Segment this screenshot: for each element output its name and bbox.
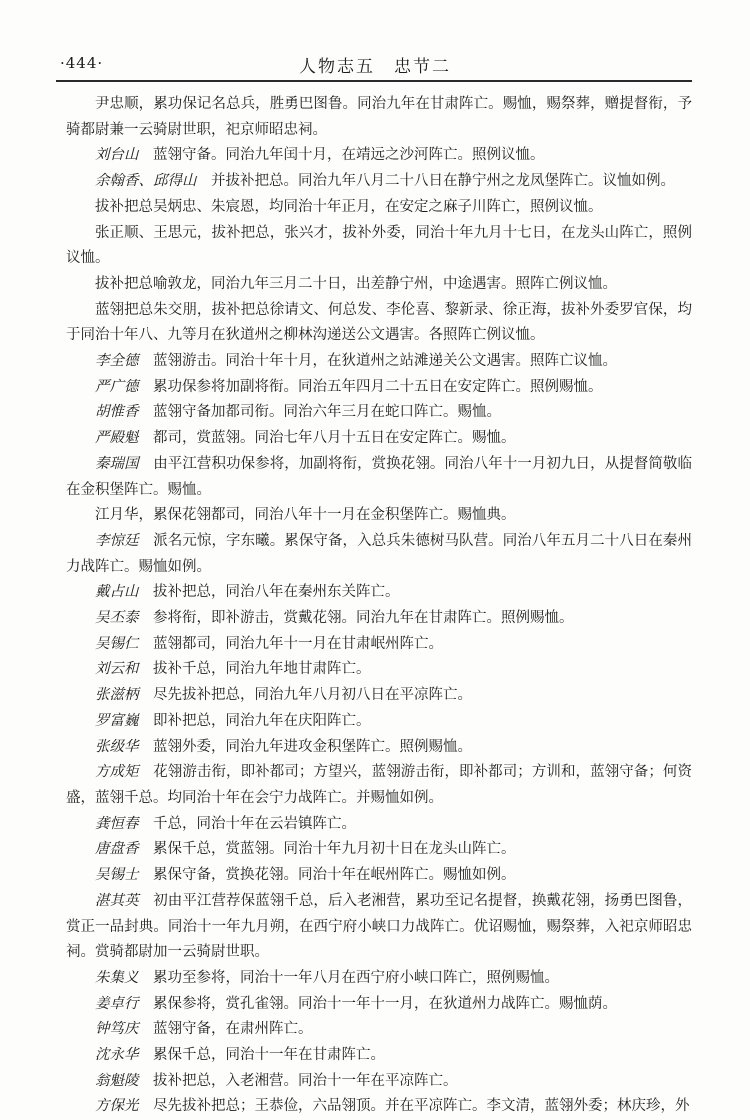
entry-name: 朱集义	[95, 969, 139, 986]
entry-text: 参将衔，即补游击，赏戴花翎。同治九年在甘肃阵亡。照例赐恤。	[138, 610, 574, 627]
entry	[66, 298, 692, 349]
entry-name: 唐盘香	[95, 841, 139, 858]
entry-text: 派名元惊，字东曦。累保守备，入总兵朱德树马队营。同治八年五月二十八日在秦州力战阵亡。赐恤如例。	[66, 532, 692, 575]
entry	[66, 195, 692, 221]
entry	[66, 375, 692, 401]
entry	[66, 735, 692, 761]
entry-name: 李惊廷	[95, 532, 139, 549]
entry-text: 累功至参将，同治十一年八月在西宁府小峡口阵亡，照例赐恤。	[138, 969, 559, 986]
entry-name: 吴锡仁	[95, 635, 139, 652]
entry-text: 蓝翎都司，同治九年十一月在甘肃岷州阵亡。	[138, 635, 443, 652]
entry-name: 湛其英	[95, 892, 139, 909]
entry-name: 秦瑞国	[95, 455, 139, 472]
entry-name: 罗富巍	[95, 712, 139, 729]
entry-name: 严殿魁	[95, 430, 139, 447]
running-title: 人物志五 忠节二	[299, 57, 451, 77]
entry	[66, 452, 692, 503]
entry-text: 蓝翎把总朱交朋，拔补把总徐请文、何总发、李伦喜、黎新录、徐正海，拔补外委罗官保，均于同治十年八、九等月在狄道州之柳林沟递送公文遇害。各照阵亡例议恤。	[66, 301, 692, 344]
entry-text: 都司，赏蓝翎。同治七年八月十五日在安定阵亡。赐恤。	[138, 430, 516, 447]
entry-text: 即补把总，同治九年在庆阳阵亡。	[138, 712, 371, 729]
entry-text: 花翎游击衔，即补都司；方望兴，蓝翎游击衔，即补都司；方训和，蓝翎守备；何资盛，蓝翎千总。均同治十年在会宁力战阵亡。并赐恤如例。	[66, 764, 692, 806]
entry-text: 尽先拔补把总，同治九年八月初八日在平凉阵亡。	[138, 687, 472, 704]
entry-text: 蓝翎游击。同治十年十月，在狄道州之站滩递关公文遇害。照阵亡议恤。	[138, 353, 617, 370]
entry-name: 戴占山	[95, 584, 139, 601]
header-rule	[56, 80, 692, 82]
entry	[66, 272, 692, 298]
entry-name: 李全德	[95, 353, 139, 370]
entry	[66, 1094, 692, 1120]
entry-text: 张正顺、王思元，拔补把总，张兴才，拔补外委，同治十年九月十七日，在龙头山阵亡，照例议恤。	[66, 224, 692, 267]
entry-name: 吴锡士	[95, 867, 139, 884]
entry-name: 胡惟香	[95, 404, 139, 421]
entry-name: 刘云和	[95, 661, 139, 678]
entry	[66, 966, 692, 992]
entry-name: 张滋柄	[95, 687, 139, 704]
entry-name: 龚恒春	[95, 815, 139, 832]
entry-text: 蓝翎守备。同治九年闰十月，在靖远之沙河阵亡。照例议恤。	[138, 147, 545, 164]
entry	[66, 760, 692, 811]
entry-text: 蓝翎外委，同治九年进攻金积堡阵亡。照例赐恤。	[138, 738, 472, 755]
entry	[66, 632, 692, 658]
entry-text: 拔补千总，同治九年地甘肃阵亡。	[138, 661, 371, 678]
entry-text: 拔补把总喻敦龙，同治九年三月二十日，出差静宁州，中途遇害。照阵亡例议恤。	[95, 275, 617, 292]
entry-text: 累保参将，赏孔雀翎。同治十一年十一月，在狄道州力战阵亡。赐恤荫。	[138, 995, 617, 1012]
entry	[66, 992, 692, 1018]
entry-text: 江月华，累保花翎都司，同治八年十一月在金积堡阵亡。赐恤典。	[95, 507, 516, 524]
entry-name: 余翰香、邱得山	[95, 173, 197, 190]
entry	[66, 169, 692, 195]
entry-name: 张级华	[95, 738, 139, 755]
entry-text: 拔补把总，入老湘营。同治十一年在平凉阵亡。	[138, 1072, 458, 1089]
entry	[66, 221, 692, 272]
entry-name: 吴丕泰	[95, 610, 139, 627]
entry-text: 并拔补把总。同治九年八月二十八日在静宁州之龙凤堡阵亡。议恤如例。	[196, 173, 675, 190]
entry	[66, 400, 692, 426]
entry-text: 拔补把总吴炳忠、朱宸恩，均同治十年正月，在安定之麻子川阵亡，照例议恤。	[95, 198, 603, 215]
entry-text: 由平江营积功保参将，加副将衔，赏换花翎。同治八年十一月初九日，从提督简敬临在金积堡阵亡。赐恤。	[66, 455, 692, 498]
entry	[66, 426, 692, 452]
entry-text: 累保守备，赏换花翎。同治十年在岷州阵亡。赐恤如例。	[138, 867, 516, 884]
entry	[66, 92, 692, 143]
entry-name: 方成矩	[95, 764, 139, 781]
entry	[66, 889, 692, 966]
entry-name: 严广德	[95, 378, 139, 395]
entry	[66, 606, 692, 632]
entry-text: 蓝翎守备加都司衔。同治六年三月在蛇口阵亡。赐恤。	[138, 404, 501, 421]
entry	[66, 143, 692, 169]
entry	[66, 657, 692, 683]
entry-text: 拔补把总，同治八年在秦州东关阵亡。	[138, 584, 400, 601]
entry	[66, 812, 692, 838]
entry-text: 尹忠顺，累功保记名总兵，胜勇巴图鲁。同治九年在甘肃阵亡。赐恤，赐祭葬，赠提督衔，予骑都尉兼一云骑尉世职，祀京师昭忠祠。	[66, 96, 692, 138]
entry	[66, 349, 692, 375]
page-number: ·444·	[60, 54, 104, 72]
entry	[66, 503, 692, 529]
entry-text: 千总，同治十年在云岩镇阵亡。	[138, 815, 356, 832]
entry	[66, 709, 692, 735]
entry-name: 钟笃庆	[95, 1021, 139, 1038]
entry-text: 尽先拔补把总；王恭俭，六品翎顶。并在平凉阵亡。李文清，蓝翎外委；林庆珍，外	[138, 1098, 690, 1115]
entry-name: 姜卓行	[95, 995, 139, 1012]
entry	[66, 1017, 692, 1043]
entry-name: 沈永华	[95, 1047, 139, 1064]
entry-name: 方保光	[95, 1098, 139, 1115]
entry-text: 蓝翎守备，在肃州阵亡。	[138, 1021, 313, 1038]
entry	[66, 529, 692, 580]
entry	[66, 1043, 692, 1069]
page-header	[0, 44, 750, 84]
entry-text: 初由平江营荐保蓝翎千总，后入老湘营，累功至记名提督，换戴花翎，扬勇巴图鲁，赏正一品封典。同治十一年九月朔，在西宁府小峡口力战阵亡。优诏赐恤，赐祭葬，入祀京师昭忠祠。赏骑都尉加一云骑尉世职。	[66, 892, 692, 961]
entry-text: 累保千总，同治十一年在甘肃阵亡。	[138, 1047, 385, 1064]
entry	[66, 1069, 692, 1095]
body-text	[66, 92, 692, 1120]
entry-text: 累功保参将加副将衔。同治五年四月二十五日在安定阵亡。照例赐恤。	[138, 378, 603, 395]
entry	[66, 837, 692, 863]
entry	[66, 863, 692, 889]
entry-text: 累保千总，赏蓝翎。同治十年九月初十日在龙头山阵亡。	[138, 841, 516, 858]
entry	[66, 580, 692, 606]
entry-name: 翁魁陵	[95, 1072, 139, 1089]
entry	[66, 683, 692, 709]
entry-name: 刘台山	[95, 147, 139, 164]
